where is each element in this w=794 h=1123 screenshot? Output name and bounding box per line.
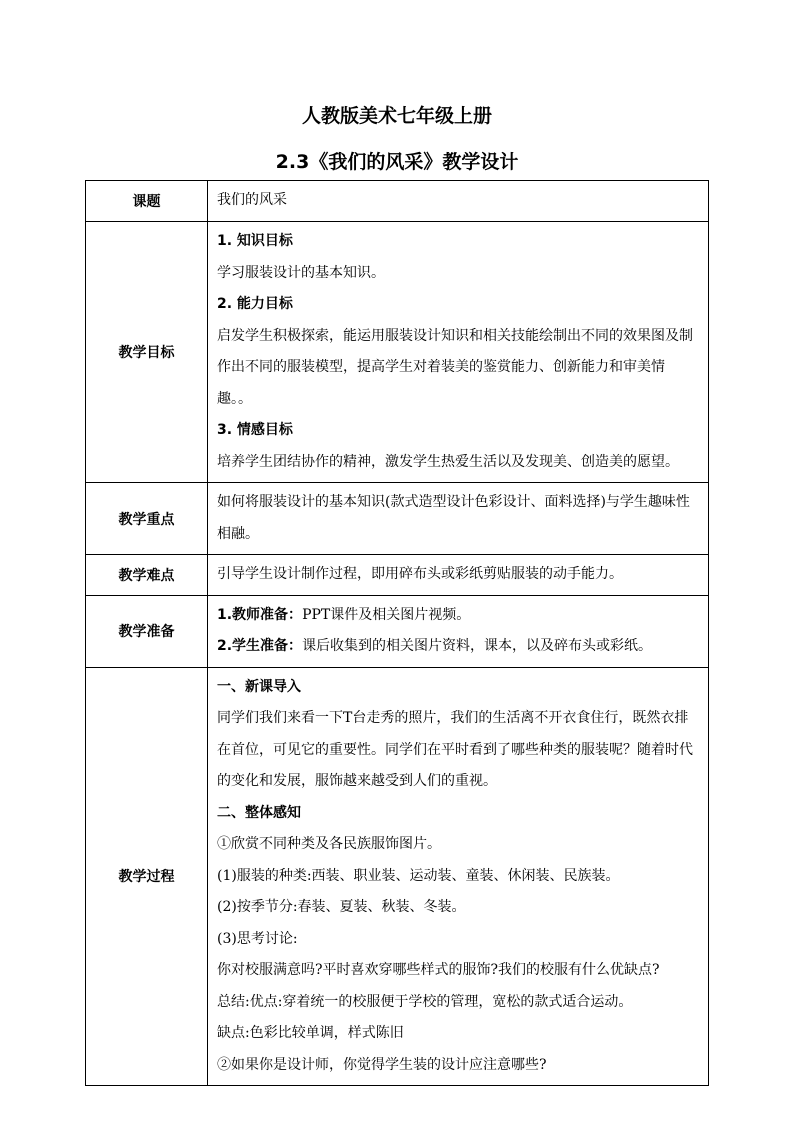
student-preparation-label: 2.学生准备： bbox=[217, 638, 303, 654]
row-preparation bbox=[86, 595, 709, 667]
process-line: ②如果你是设计师，你觉得学生装的设计应注意哪些? bbox=[217, 1056, 547, 1073]
lesson-plan-table bbox=[85, 180, 709, 1086]
row-key-points bbox=[86, 483, 709, 555]
row-objectives bbox=[86, 222, 709, 483]
document-title: 人教版美术七年级上册 bbox=[301, 105, 492, 127]
emotion-objective-text: 培养学生团结协作的精神，激发学生热爱生活以及发现美、创造美的愿望。 bbox=[217, 453, 679, 470]
process-content bbox=[208, 667, 709, 1086]
new-lesson-text: 同学们我们来看一下T台走秀的照片，我们的生活离不开衣食住行，既然衣排在首位，可见它的重要性。同学们在平时看到了哪些种类的服装呢？随着时代的变化和发展，服饰越来越受到人们的重视。 bbox=[217, 710, 693, 789]
document-subtitle: 2.3《我们的风采》教学设计 bbox=[275, 151, 519, 173]
preparation-content bbox=[208, 595, 709, 667]
ability-objective-text: 启发学生积极探索，能运用服装设计知识和相关技能绘制出不同的效果图及制作出不同的服装模型，提高学生对着装美的鉴赏能力、创新能力和审美情趣。。 bbox=[217, 327, 693, 407]
teacher-preparation-label: 1.教师准备： bbox=[217, 606, 303, 623]
difficulties-label: 教学难点 bbox=[86, 555, 208, 596]
difficulties-content bbox=[208, 555, 709, 596]
topic-value bbox=[208, 181, 709, 222]
knowledge-objective-heading: 1. 知识目标 bbox=[217, 233, 293, 249]
key-points-content bbox=[208, 483, 709, 555]
process-line: 你对校服满意吗?平时喜欢穿哪些样式的服饰?我们的校服有什么优缺点? bbox=[217, 962, 660, 978]
topic-text: 我们的风采 bbox=[217, 192, 287, 209]
objectives-label: 教学目标 bbox=[86, 222, 208, 483]
row-topic bbox=[86, 181, 709, 222]
process-line: (3)思考讨论: bbox=[217, 930, 298, 947]
process-line: 总结:优点:穿着统一的校服便于学校的管理，宽松的款式适合运动。 bbox=[217, 993, 633, 1010]
student-preparation-text: 课后收集到的相关图片资料，课本，以及碎布头或彩纸。 bbox=[302, 638, 653, 654]
overall-perception-heading: 二、整体感知 bbox=[217, 804, 301, 821]
emotion-objective-heading: 3. 情感目标 bbox=[217, 422, 293, 438]
key-points-label: 教学重点 bbox=[86, 483, 208, 555]
process-line: ①欣赏不同种类及各民族服饰图片。 bbox=[217, 836, 441, 852]
preparation-label: 教学准备 bbox=[86, 595, 208, 667]
objectives-content bbox=[208, 222, 709, 483]
topic-label: 课题 bbox=[86, 181, 208, 222]
document-titles bbox=[0, 100, 794, 178]
ability-objective-heading: 2. 能力目标 bbox=[217, 296, 293, 312]
student-preparation bbox=[217, 631, 698, 663]
new-lesson-heading: 一、新课导入 bbox=[217, 678, 301, 695]
teacher-preparation bbox=[217, 600, 698, 632]
process-label: 教学过程 bbox=[86, 667, 208, 1086]
process-line: 缺点:色彩比较单调，样式陈旧 bbox=[217, 1025, 404, 1041]
row-process bbox=[86, 667, 709, 1086]
teacher-preparation-text: PPT课件及相关图片视频。 bbox=[302, 606, 471, 623]
difficulties-text: 引导学生设计制作过程，即用碎布头或彩纸剪贴服装的动手能力。 bbox=[217, 566, 623, 582]
process-line: (1)服装的种类:西装、职业装、运动装、童装、休闲装、民族装。 bbox=[217, 867, 620, 884]
key-points-text: 如何将服装设计的基本知识(款式造型设计色彩设计、面料选择)与学生趣味性相融。 bbox=[217, 494, 690, 542]
process-line: (2)按季节分:春装、夏装、秋装、冬装。 bbox=[217, 899, 466, 915]
row-difficulties bbox=[86, 555, 709, 596]
knowledge-objective-text: 学习服装设计的基本知识。 bbox=[217, 264, 385, 281]
